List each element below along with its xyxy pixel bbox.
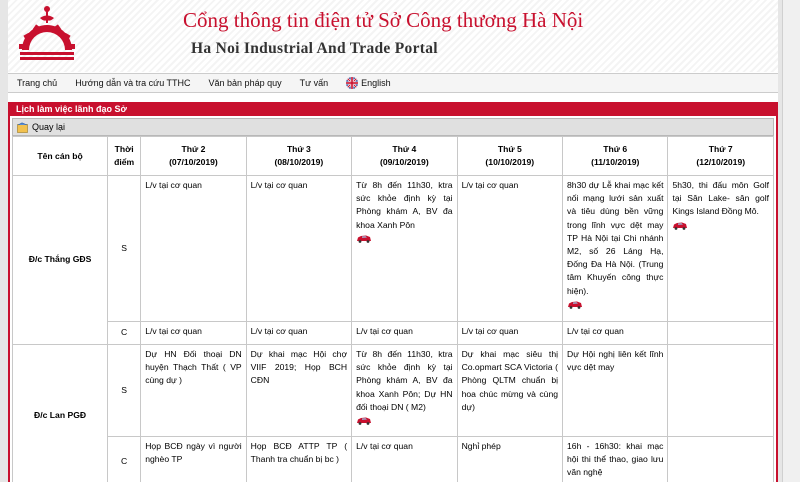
site-header — [8, 0, 778, 72]
schedule-cell: 16h - 16h30: khai mạc hội thi thể thao, giao lưu văn nghệ — [563, 437, 668, 482]
table-row — [13, 322, 774, 345]
officer-name: Đ/c Thắng GĐS — [13, 176, 108, 345]
header-day: Thứ 7 (12/10/2019) — [668, 137, 774, 176]
schedule-cell — [668, 322, 774, 345]
car-icon[interactable] — [567, 300, 583, 309]
schedule-cell: L/v tại cơ quan — [246, 322, 351, 345]
schedule-cell: L/v tại cơ quan — [457, 322, 562, 345]
back-button[interactable]: Quay lại — [32, 122, 66, 132]
schedule-cell — [668, 345, 774, 437]
period-label: C — [108, 322, 141, 345]
officer-name: Đ/c Lan PGĐ — [13, 345, 108, 482]
nav-english-label: English — [361, 78, 391, 88]
nav-consulting[interactable]: Tư vấn — [299, 78, 329, 88]
schedule-cell: L/v tại cơ quan — [563, 322, 668, 345]
header-day: Thứ 3 (08/10/2019) — [246, 137, 351, 176]
schedule-cell: Dự Hội nghị liên kết lĩnh vực dệt may — [563, 345, 668, 437]
header-name: Tên cán bộ — [13, 137, 108, 176]
nav-procedures[interactable]: Hướng dẫn và tra cứu TTHC — [75, 78, 191, 88]
nav-legal-docs[interactable]: Văn bản pháp quy — [208, 78, 282, 88]
schedule-cell: Dự HN Đối thoại DN huyện Thạch Thất ( VP cùng dự ) — [141, 345, 246, 437]
schedule-cell: L/v tại cơ quan — [352, 322, 457, 345]
schedule-cell: 8h30 dự Lễ khai mạc kết nối mạng lưới sản xuất và tiêu dùng bền vững trong lĩnh vực dệt may TP Hà Nội tại Chi nhánh M2, số 26 Láng Hạ, Đống Đa Hà Nội. (Trung tâm Khuyến công thực hiện). — [563, 176, 668, 322]
header-day: Thứ 2 (07/10/2019) — [141, 137, 246, 176]
schedule-cell: Dự khai mạc siêu thị Co.opmart SCA Victoria ( Phòng QLTM chuẩn bị hoa chúc mừng và cùng dự) — [457, 345, 562, 437]
nav-home[interactable]: Trang chủ — [17, 78, 58, 88]
header-day: Thứ 6 (11/10/2019) — [563, 137, 668, 176]
car-icon[interactable] — [672, 221, 688, 230]
schedule-cell: L/v tại cơ quan — [141, 322, 246, 345]
back-icon[interactable] — [17, 122, 28, 133]
car-icon[interactable] — [356, 416, 372, 425]
schedule-cell: Dự khai mạc Hội chợ VIIF 2019; Họp BCH CĐN — [246, 345, 351, 437]
period-label: S — [108, 345, 141, 437]
schedule-cell: Từ 8h đến 11h30, ktra sức khỏe định kỳ tại Phòng khám A, BV đa khoa Xanh Pôn — [352, 176, 457, 322]
schedule-panel — [8, 116, 778, 482]
header-day: Thứ 5 (10/10/2019) — [457, 137, 562, 176]
schedule-table — [12, 136, 774, 482]
nav-english[interactable] — [337, 77, 400, 89]
schedule-cell: L/v tại cơ quan — [457, 176, 562, 322]
site-title-vi: Cổng thông tin điện tử Sở Công thương Hà Nội — [183, 8, 584, 32]
schedule-cell: 5h30, thi đấu môn Golf tại Sân Lake- sân golf Kings Island Đồng Mô. — [668, 176, 774, 322]
schedule-cell — [668, 437, 774, 482]
period-label: S — [108, 176, 141, 322]
schedule-cell: L/v tại cơ quan — [352, 437, 457, 482]
back-toolbar — [12, 118, 774, 136]
table-row — [13, 437, 774, 482]
section-title: Lịch làm việc lãnh đạo Sở — [8, 102, 778, 116]
schedule-cell: Nghỉ phép — [457, 437, 562, 482]
table-row — [13, 176, 774, 322]
schedule-cell: Họp BCĐ ATTP TP ( Thanh tra chuẩn bị bc ) — [246, 437, 351, 482]
schedule-cell: L/v tại cơ quan — [141, 176, 246, 322]
header-period: Thời điểm — [108, 137, 141, 176]
table-header-row — [13, 137, 774, 176]
period-label: C — [108, 437, 141, 482]
page-scrollbar[interactable] — [782, 0, 800, 482]
schedule-cell: L/v tại cơ quan — [246, 176, 351, 322]
gear-logo-icon[interactable] — [16, 4, 78, 66]
schedule-cell: Họp BCĐ ngày vì người nghèo TP — [141, 437, 246, 482]
portal-page — [8, 0, 778, 482]
schedule-cell: Từ 8h đến 11h30, ktra sức khỏe định kỳ tại Phòng khám A, BV đa khoa Xanh Pôn; Dự HN đối thoại DN ( M2) — [352, 345, 457, 437]
uk-flag-icon — [346, 77, 358, 89]
site-title-en: Ha Noi Industrial And Trade Portal — [191, 40, 438, 57]
table-row — [13, 345, 774, 437]
main-nav — [8, 73, 778, 93]
car-icon[interactable] — [356, 234, 372, 243]
header-day: Thứ 4 (09/10/2019) — [352, 137, 457, 176]
